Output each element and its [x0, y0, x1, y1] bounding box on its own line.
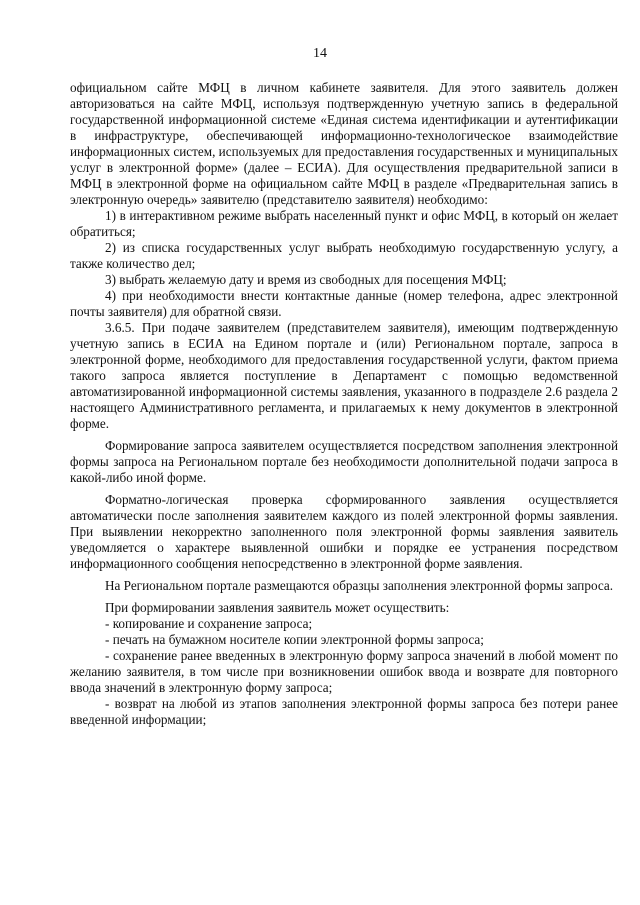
option-save-values: - сохранение ранее введенных в электронную форму запроса значений в любой момент по желанию заявителя, в том числе при возникновении ошибок ввода и возврате для повторного ввода значений в электронную форму запроса; — [70, 648, 618, 695]
list-item-1: 1) в интерактивном режиме выбрать населенный пункт и офис МФЦ, в который он желает обратиться; — [70, 208, 618, 239]
option-return-stage: - возврат на любой из этапов заполнения электронной формы запроса без потери ранее введенной информации; — [70, 696, 618, 727]
paragraph-samples: На Региональном портале размещаются образцы заполнения электронной формы запроса. — [105, 578, 614, 593]
page-number: 14 — [313, 46, 327, 61]
paragraph-continuation: официальном сайте МФЦ в личном кабинете заявителя. Для этого заявитель должен авторизоваться на сайте МФЦ, используя подтвержденную учетную запись в федеральной государственной информационной системе «Единая система идентификации и аутентификации в инфраструктуре, обеспечивающей информационно-технологическое взаимодействие информационных систем, используемых для предоставления государственных и муниципальных услуг в электронной форме» (далее – ЕСИА). Для осуществления предварительной записи в МФЦ в электронной форме на официальном сайте МФЦ в разделе «Предварительная запись в электронную очередь» заявителю (представителю заявителя) необходимо: — [70, 80, 618, 207]
document-body — [70, 80, 618, 728]
paragraph-format-check: Форматно-логическая проверка сформированного заявления осуществляется автоматически после заполнения заявителем каждого из полей электронной формы заявления. При выявлении некорректно заполненного поля электронной формы заявления заявитель уведомляется о характере выявленной ошибки и порядке ее устранения посредством информационного сообщения непосредственно в электронной форме заявления. — [70, 492, 618, 571]
list-item-2: 2) из списка государственных услуг выбрать необходимую государственную услугу, а также количество дел; — [70, 240, 618, 271]
option-print: - печать на бумажном носителе копии электронной формы запроса; — [105, 632, 484, 647]
option-copy-save: - копирование и сохранение запроса; — [105, 616, 313, 631]
paragraph-section-3-6-5: 3.6.5. При подаче заявителем (представителем заявителя), имеющим подтвержденную учетную запись в ЕСИА на Едином портале и (или) Региональном портале, запроса в электронной форме, необходимого для предоставления государственной услуги, фактом приема такого запроса является поступление в Департамент с помощью ведомственной автоматизированной информационной системы заявления, указанного в подразделе 2.6 раздела 2 настоящего Административного регламента, и прилагаемых к нему документов в электронной форме. — [70, 320, 618, 431]
paragraph-request-formation: Формирование запроса заявителем осуществляется посредством заполнения электронной формы запроса на Региональном портале без необходимости дополнительной подачи запроса в какой-либо иной форме. — [70, 438, 618, 485]
paragraph-options-intro: При формировании заявления заявитель может осуществить: — [105, 600, 450, 615]
list-item-4: 4) при необходимости внести контактные данные (номер телефона, адрес электронной почты заявителя) для обратной связи. — [70, 288, 618, 319]
list-item-3: 3) выбрать желаемую дату и время из свободных для посещения МФЦ; — [105, 272, 507, 287]
